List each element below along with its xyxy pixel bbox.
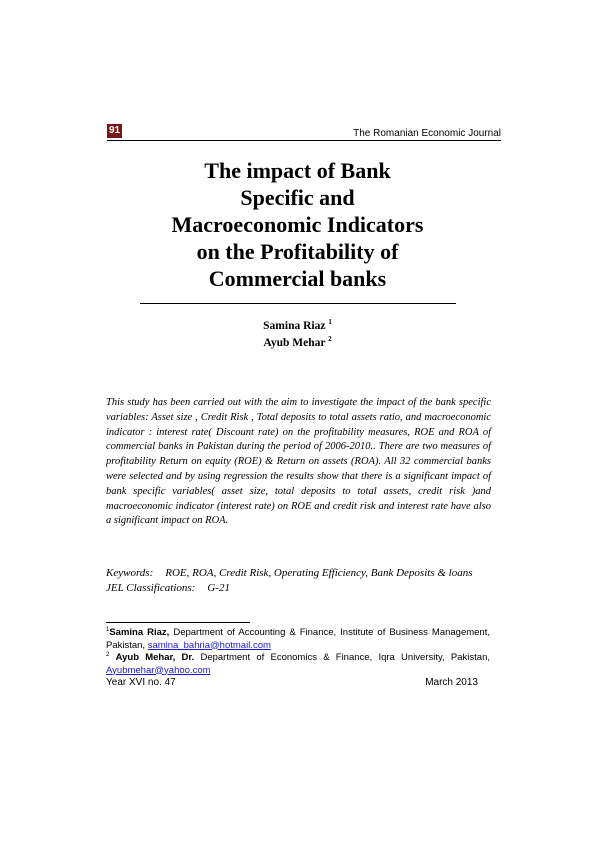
- footnote-mark: 2: [106, 651, 110, 658]
- keywords-block: [106, 566, 491, 595]
- title-line: Macroeconomic Indicators: [171, 212, 424, 237]
- journal-name: The Romanian Economic Journal: [353, 128, 501, 139]
- footnote-mark: 2: [328, 335, 332, 344]
- author: [200, 335, 395, 352]
- author-name: Samina Riaz: [263, 320, 326, 332]
- title-line: on the Profitability of: [196, 239, 399, 264]
- jel-value: G-21: [207, 581, 230, 594]
- footnote-mark: 1: [328, 318, 332, 327]
- footnote-text: Department of Economics & Finance, Iqra University, Pakistan,: [194, 652, 490, 663]
- title-rule: [140, 303, 456, 304]
- title-line: Specific and: [240, 185, 355, 210]
- footer-issue: Year XVI no. 47: [106, 677, 176, 688]
- keywords-label: Keywords:: [106, 567, 154, 579]
- footnote-text: Department of Accounting & Finance, Institute of Business Management, Pakistan,: [106, 627, 490, 651]
- title-line: Commercial banks: [208, 266, 387, 291]
- footnote-author: Samina Riaz,: [109, 627, 170, 638]
- title-line: The impact of Bank: [204, 158, 391, 183]
- author-list: [200, 318, 395, 352]
- page-number-badge: 91: [109, 125, 121, 136]
- footnotes: [106, 627, 490, 677]
- footnote-author: Ayub Mehar, Dr.: [115, 652, 195, 663]
- email-link[interactable]: Ayubmehar@yahoo.com: [106, 664, 211, 676]
- keywords-value: ROE, ROA, Credit Risk, Operating Efficiency, Bank Deposits & loans: [165, 567, 473, 579]
- abstract: This study has been carried out with the aim to investigate the impact of the bank specific variables: Asset size , Credit Risk , Total deposits to total assets ratio, and macroeconomic indicator : interest rate( Discount rate) on the profitability measures, ROE and ROA of commercial banks in Pakistan during the period of 2006-2010.. There are two measures of profitability Return on equity (ROE) & Return on assets (ROA). All 32 commercial banks were selected and by using regression the results show that there is a significant impact of bank specific variables( asset size, total deposits to total assets, credit risk )and macroeconomic indicator (interest rate) on ROE and credit risk and interest rate have also a significant impact on ROA.: [106, 397, 491, 527]
- author-name: Ayub Mehar: [263, 337, 326, 349]
- email-link[interactable]: samina_bahria@hotmail.com: [147, 639, 271, 651]
- author: [200, 318, 395, 335]
- footnote-rule: [106, 622, 250, 623]
- jel-line: [106, 581, 491, 596]
- footer-date: March 2013: [425, 677, 478, 688]
- footnote: [106, 652, 490, 677]
- paper-title: [120, 157, 475, 292]
- jel-label: JEL Classifications:: [106, 581, 196, 594]
- keywords-line: [106, 566, 491, 581]
- header-rule: [107, 140, 501, 141]
- footnote-mark: 1: [106, 626, 110, 633]
- footnote: [106, 627, 490, 652]
- page-footer: [106, 677, 478, 691]
